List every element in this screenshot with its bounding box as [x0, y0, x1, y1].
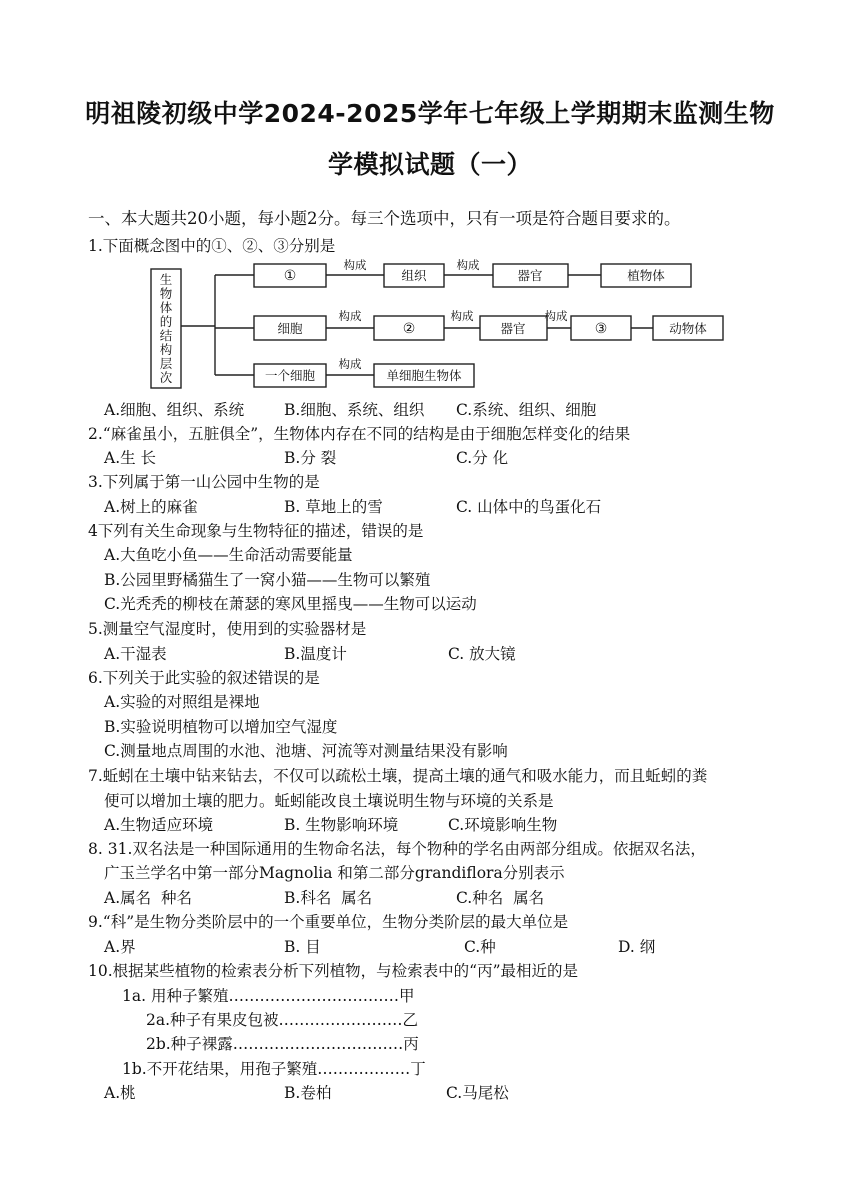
root-char: 的 [159, 314, 173, 329]
relation-label: 构成 [343, 258, 367, 272]
question-8-option-a: A.属名 种名 [104, 889, 192, 907]
root-char: 层 [159, 356, 173, 371]
question-9-option-b: B. 目 [284, 938, 321, 956]
question-7-option-b: B. 生物影响环境 [284, 816, 399, 834]
question-1-stem: 1.下面概念图中的①、②、③分别是 [88, 237, 336, 255]
root-char: 结 [159, 328, 173, 343]
relation-label: 构成 [456, 258, 480, 272]
question-4-option-c: C.光秃秃的柳枝在萧瑟的寒风里摇曳——生物可以运动 [104, 595, 477, 613]
label-row1-2: 组织 [401, 268, 427, 283]
question-6-option-c: C.测量地点周围的水池、池塘、河流等对测量结果没有影响 [104, 742, 508, 760]
key-line-1b: 1b.不开花结果，用孢子繁殖………………丁 [122, 1060, 426, 1078]
root-char: 物 [159, 286, 173, 301]
question-7-option-c: C.环境影响生物 [448, 816, 558, 834]
label-row2-3: 器官 [500, 321, 526, 336]
question-3-stem: 3.下列属于第一山公园中生物的是 [88, 473, 320, 491]
root-char: 构 [159, 342, 173, 357]
label-row1-4: 植物体 [627, 268, 665, 283]
label-row1-3: 器官 [517, 268, 543, 283]
question-7-option-a: A.生物适应环境 [104, 816, 214, 834]
question-9-option-c: C.种 [464, 938, 496, 956]
root-char: 体 [159, 300, 173, 315]
question-6-option-a: A.实验的对照组是裸地 [104, 693, 260, 711]
root-char: 次 [159, 370, 173, 385]
question-5-stem: 5.测量空气湿度时，使用到的实验器材是 [88, 620, 367, 638]
relation-label: 构成 [450, 309, 474, 323]
question-6-option-b: B.实验说明植物可以增加空气湿度 [104, 718, 338, 736]
page-title-continued: 学模拟试题（一） [327, 150, 532, 179]
key-line-2b: 2b.种子裸露……………………………丙 [146, 1035, 419, 1053]
question-10-option-b: B.卷柏 [284, 1084, 332, 1102]
question-10-option-c: C.马尾松 [446, 1084, 509, 1102]
question-2-stem: 2.“麻雀虽小，五脏俱全”，生物体内存在不同的结构是由于细胞怎样变化的结果 [88, 425, 631, 443]
question-4-option-a: A.大鱼吃小鱼——生命活动需要能量 [104, 546, 353, 564]
question-5-option-c: C. 放大镜 [448, 645, 516, 663]
question-1-option-c: C.系统、组织、细胞 [456, 401, 597, 419]
label-row2-2: ② [402, 321, 416, 337]
question-8-option-b: B.科名 属名 [284, 889, 373, 907]
question-7-stem-continued: 便可以增加土壤的肥力。蚯蚓能改良土壤说明生物与环境的关系是 [104, 792, 554, 810]
question-1-option-b: B.细胞、系统、组织 [284, 401, 425, 419]
question-3-option-c: C. 山体中的鸟蛋化石 [456, 498, 602, 516]
label-row2-1: 细胞 [277, 321, 303, 336]
question-8-option-c: C.种名 属名 [456, 889, 545, 907]
question-3-option-a: A.树上的麻雀 [104, 498, 198, 516]
label-row3-2: 单细胞生物体 [386, 368, 462, 383]
label-row1-1: ① [283, 268, 297, 284]
question-1-option-a: A.细胞、组织、系统 [104, 401, 245, 419]
question-2-option-b: B.分 裂 [284, 449, 337, 467]
question-4-stem: 4下列有关生命现象与生物特征的描述，错误的是 [88, 522, 424, 540]
question-9-stem: 9.“科”是生物分类阶层中的一个重要单位，生物分类阶层的最大单位是 [88, 913, 569, 931]
question-8-stem-continued: 广玉兰学名中第一部分Magnolia 和第二部分grandiflora分别表示 [104, 864, 565, 882]
root-char: 生 [159, 272, 173, 287]
key-line-2a: 2a.种子有果皮包被……………………乙 [146, 1011, 419, 1029]
question-9-option-d: D. 纲 [618, 938, 656, 956]
label-row2-4: ③ [594, 321, 608, 337]
label-row2-5: 动物体 [669, 321, 707, 336]
question-10-stem: 10.根据某些植物的检索表分析下列植物，与检索表中的“丙”最相近的是 [88, 962, 579, 980]
relation-label: 构成 [338, 309, 362, 323]
question-6-stem: 6.下列关于此实验的叙述错误的是 [88, 669, 320, 687]
question-2-option-a: A.生 长 [104, 449, 157, 467]
relation-label: 构成 [544, 309, 568, 323]
question-7-stem: 7.蚯蚓在土壤中钻来钻去，不仅可以疏松土壤，提高土壤的通气和吸水能力，而且蚯蚓的粪 [88, 767, 708, 785]
question-3-option-b: B. 草地上的雪 [284, 498, 383, 516]
question-9-option-a: A.界 [104, 938, 136, 956]
relation-label: 构成 [338, 357, 362, 371]
question-5-option-b: B.温度计 [284, 645, 347, 663]
section-instructions: 一、本大题共20小题，每小题2分。每三个选项中，只有一项是符合题目要求的。 [88, 209, 681, 228]
question-10-option-a: A.桃 [104, 1084, 136, 1102]
question-4-option-b: B.公园里野橘猫生了一窝小猫——生物可以繁殖 [104, 571, 431, 589]
concept-diagram [148, 258, 728, 392]
label-row3-1: 一个细胞 [264, 368, 316, 383]
key-line-1a: 1a. 用种子繁殖……………………………甲 [122, 987, 415, 1005]
question-8-stem: 8. 31.双名法是一种国际通用的生物命名法，每个物种的学名由两部分组成。依据双名法， [88, 840, 706, 858]
question-5-option-a: A.干湿表 [104, 645, 167, 663]
question-2-option-c: C.分 化 [456, 449, 509, 467]
page-title: 明祖陵初级中学2024-2025学年七年级上学期期末监测生物 [85, 99, 775, 128]
